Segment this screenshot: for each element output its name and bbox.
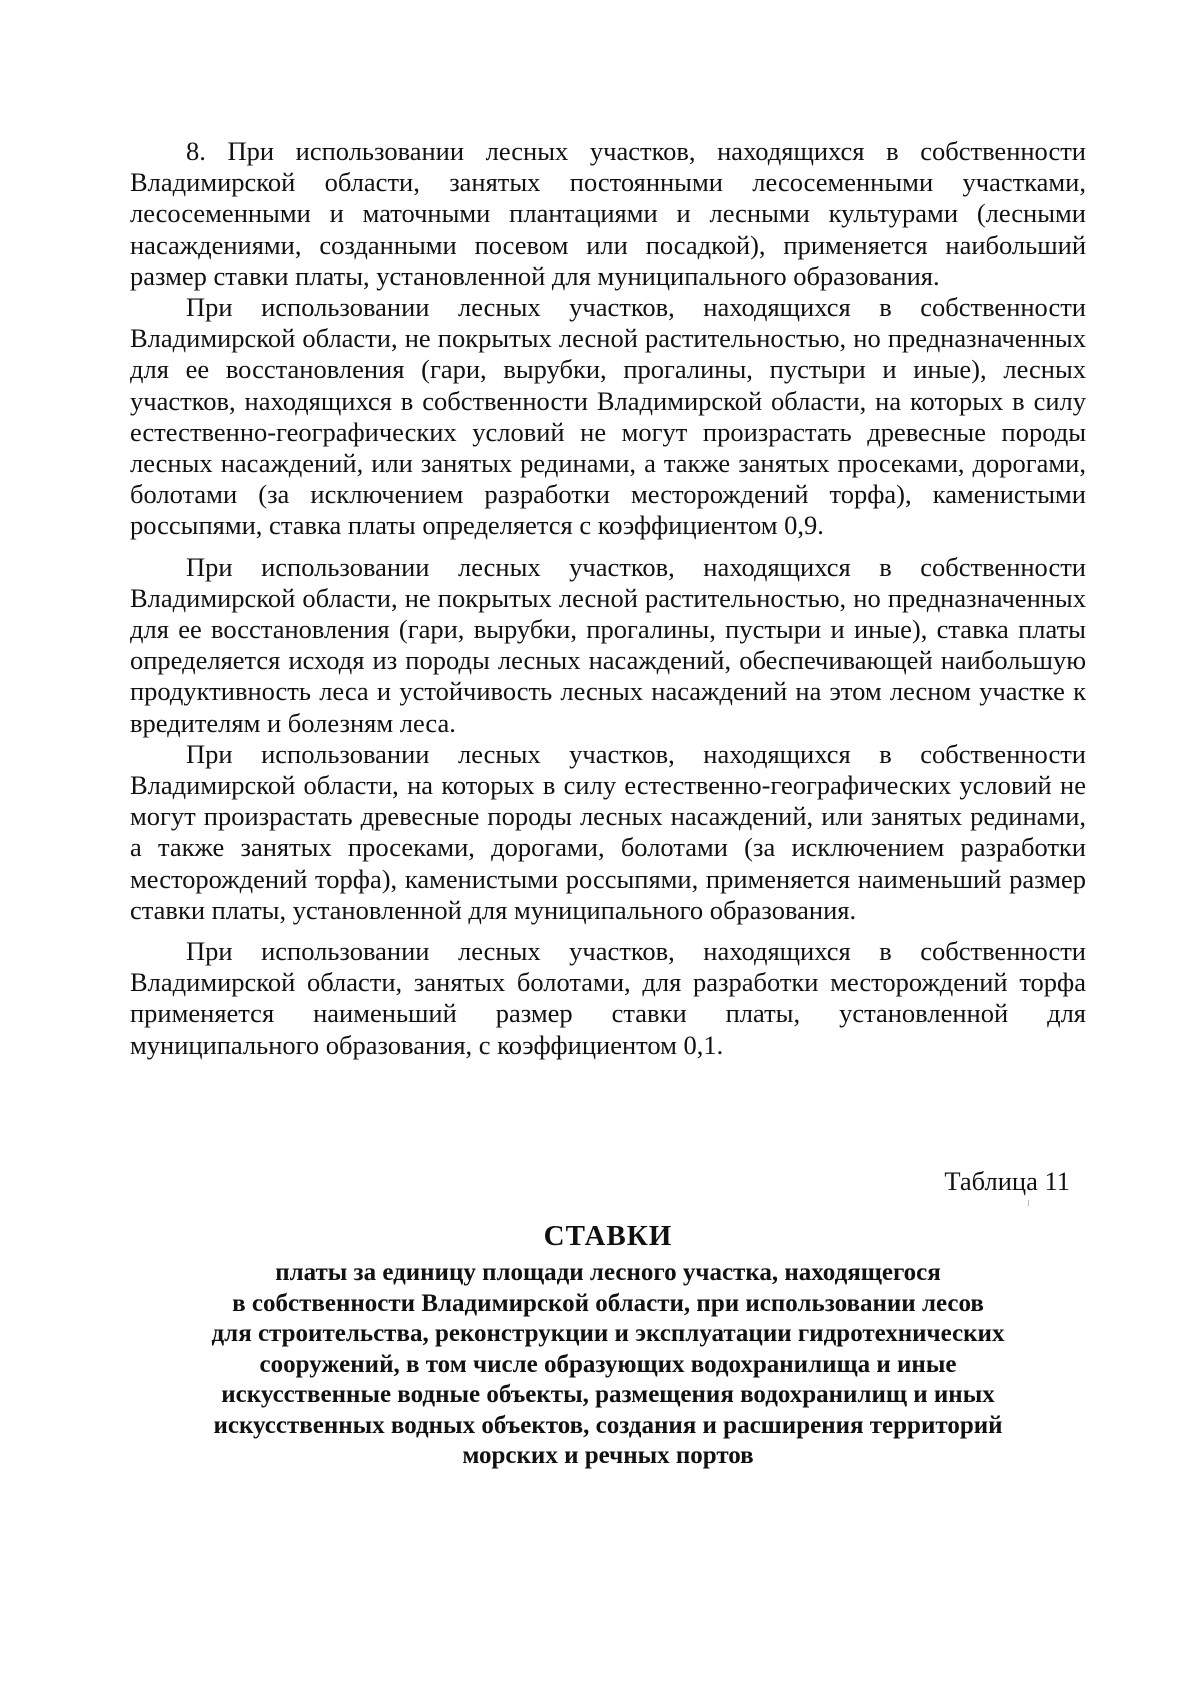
heading-subtitle-line: искусственные водные объекты, размещения водохранилищ и иных: [221, 1381, 995, 1408]
paragraph-coefficient-0-9: При использовании лесных участков, находящихся в собственности Владимирской области, не покрытых лесной растительностью, но предназначенных для ее восстановления (гари, вырубки, прогалины, пустыри и иные), лесных участков, находящихся в собственности Владимирской области, на которых в силу естественно-географических условий не могут произрастать древесные породы лесных насаждений, или занятых рединами, а также занятых просеками, дорогами, болотами (за исключением разработки месторождений торфа), каменистыми россыпями, ставка платы определяется с коэффициентом 0,9.: [130, 292, 1086, 541]
heading-subtitle-line: для строительства, реконструкции и эксплуатации гидротехнических: [211, 1320, 1005, 1347]
paragraph-minimum-rate: При использовании лесных участков, находящихся в собственности Владимирской области, на которых в силу естественно-географических условий не могут произрастать древесные породы лесных насаждений, или занятых рединами, а также занятых просеками, дорогами, болотами (за исключением разработки месторождений торфа), каменистыми россыпями, применяется наименьший размер ставки платы, установленной для муниципального образования.: [130, 738, 1086, 925]
paragraph-restoration: При использовании лесных участков, находящихся в собственности Владимирской области, не покрытых лесной растительностью, но предназначенных для ее восстановления (гари, вырубки, прогалины, пустыри и иные), ставка платы определяется исходя из породы лесных насаждений, обеспечивающей наибольшую продуктивность леса и устойчивость лесных насаждений на этом лесном участке к вредителям и болезням леса.: [130, 551, 1086, 738]
table-number-label: Таблица 11: [944, 1166, 1070, 1196]
heading-subtitle-line: в собственности Владимирской области, при использовании лесов: [232, 1289, 984, 1317]
table-heading: [130, 1218, 1086, 1472]
paragraph-peat-coefficient: При использовании лесных участков, находящихся в собственности Владимирской области, занятых болотами, для разработки месторождений торфа применяется наименьший размер ставки платы, установленной для муниципального образования, с коэффициентом 0,1.: [130, 936, 1086, 1060]
heading-subtitle: [130, 1258, 1086, 1472]
document-body: [130, 136, 1086, 1061]
heading-title: СТАВКИ: [543, 1220, 673, 1252]
heading-subtitle-line: платы за единицу площади лесного участка, находящегося: [275, 1259, 941, 1286]
scan-speck: [1028, 1200, 1029, 1206]
paragraph-8: 8. При использовании лесных участков, находящихся в собственности Владимирской области, занятых постоянными лесосеменными участками, лесосеменными и маточными плантациями и лесными культурами (лесными насаждениями, созданными посевом или посадкой), применяется наибольший размер ставки платы, установленной для муниципального образования.: [130, 136, 1086, 291]
heading-subtitle-line: морских и речных портов: [462, 1442, 754, 1469]
heading-subtitle-line: сооружений, в том числе образующих водохранилища и иные: [259, 1350, 957, 1378]
heading-subtitle-line: искусственных водных объектов, создания и расширения территорий: [213, 1411, 1003, 1439]
